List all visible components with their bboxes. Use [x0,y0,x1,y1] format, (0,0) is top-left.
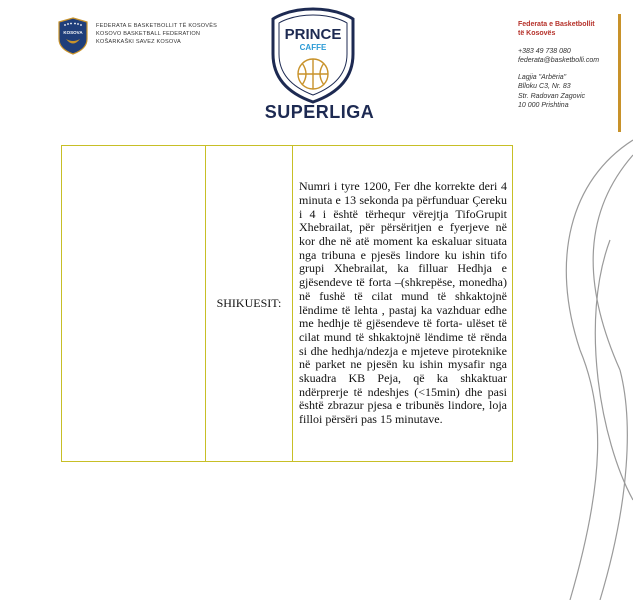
report-table [61,145,513,462]
federation-name-en: KOSOVO BASKETBALL FEDERATION [96,31,201,37]
spectators-label: SHIKUESIT: [205,146,292,462]
prince-caffe-logo [253,6,373,106]
basketball-icon [298,59,328,89]
contact-phone: +383 49 738 080 [518,47,571,55]
contact-address-line1: Lagjia "Arbëria" [518,74,567,82]
logo-prince-text: PRINCE [284,26,342,43]
decorative-arcs [510,120,633,600]
contact-org-line2: të Kosovës [518,30,556,38]
accent-bar [618,14,621,132]
contact-email: federata@basketbolli.com [518,56,600,64]
table-cell-empty [62,146,206,462]
contact-block [518,20,599,110]
federation-names [96,22,217,46]
logo-caffe-text: CAFFE [299,43,327,52]
federation-logo [57,17,89,55]
contact-org-line1: Federata e Basketbollit [518,21,595,28]
badge-text: KOSOVA [63,30,83,35]
contact-address-line2: Blloku C3, Nr. 83 [518,83,571,91]
federation-name-sq: FEDERATA E BASKETBOLLIT TË KOSOVËS [96,23,218,29]
table-row [62,146,513,462]
spectators-description: Numri i tyre 1200, Fer dhe korrekte deri 4 minuta e 13 sekonda pa përfunduar Çereku i 4 i është tërhequr vërejtja TifoGrupit Xhebrailat, për përsëritjen e fyerjeve në kor dhe në atë moment ka eskaluar situata nga tribuna e pjesës lindore ku ishin tifo grupi Xhebrailat, ka filluar Hedhja e gjësendeve të forta –(shkrepëse, monedha) në fushë të cilat mund të shkaktojnë lëndime të lehta , pastaj ka vazhduar edhe me hedhje të gjësendeve të forta- ulëset të cilat mund të shkaktojnë lëndime të rënda si dhe hedhja/ndezja e mjeteve piroteknike në parket ne pjesën ku ishin mysafir nga skuadra KB Peja, që ka shkaktuar ndërprerje të ndeshjes (<15min) dhe pasi është zbrazur pjesa e tribunës lindore, loja filloi përsëri pas 15 minutave. [292,146,512,462]
league-title: SUPERLIGA [264,102,375,122]
contact-address-line4: 10 000 Prishtina [518,102,569,110]
federation-name-sr: KOŠARKAŠKI SAVEZ KOSOVA [96,39,181,45]
contact-address-line3: Str. Radovan Zagovic [518,92,586,100]
